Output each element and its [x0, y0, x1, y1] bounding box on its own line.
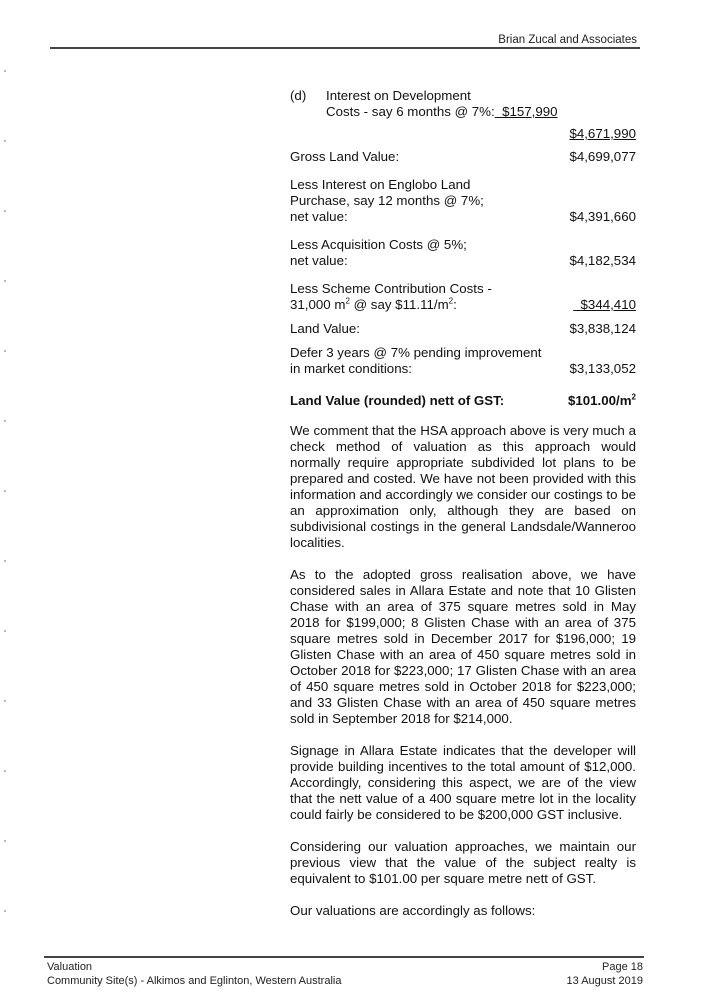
less-acquisition-value: $4,182,534 [569, 253, 636, 268]
subtotal-value: $4,671,990 [569, 126, 636, 141]
less-interest-line3: net value: [290, 209, 348, 224]
defer-line1: Defer 3 years @ 7% pending improvement [290, 345, 542, 360]
land-value-rounded-label: Land Value (rounded) nett of GST: [290, 393, 505, 408]
less-scheme-line2: 31,000 $m^2$ @ say $\$11.11/m^2$: [290, 296, 457, 312]
item-d-line1: Interest on Development [326, 88, 471, 103]
item-d-interest-development [290, 88, 636, 120]
footer-left [47, 960, 341, 988]
less-scheme-row [290, 281, 636, 313]
item-letter: (d) [290, 88, 307, 103]
footer-right [567, 960, 643, 988]
item-d-value: $157,990 [502, 104, 558, 119]
gross-land-value: $4,699,077 [569, 149, 636, 164]
land-value-label: Land Value: [290, 321, 360, 336]
page-number: Page 18 [602, 961, 643, 973]
footer-date: 13 August 2019 [566, 975, 643, 987]
defer-line2: in market conditions: [290, 361, 412, 376]
paragraph-signage: Signage in Allara Estate indicates that the developer will provide building incentives to the total amount of $12,000. Accordingly, considering this aspect, we are of the view that the nett value of a 400 square metre lot in the locality could fairly be considered to be $200,000 GST inclusive. [290, 743, 636, 822]
land-value-rounded: $\$101.00/m^2$ [567, 392, 636, 408]
land-value-rounded-row [290, 393, 636, 409]
page-content [290, 88, 636, 919]
less-acquisition-line2: net value: [290, 253, 348, 268]
footer-doc-subject: Community Site(s) - Alkimos and Eglinton, Western Australia [47, 975, 342, 987]
less-scheme-line1: Less Scheme Contribution Costs - [290, 281, 492, 296]
header-rule [50, 47, 640, 49]
less-scheme-value: $344,410 [580, 297, 636, 312]
less-acquisition-line1: Less Acquisition Costs @ 5%; [290, 237, 467, 252]
land-value-row [290, 321, 636, 337]
subtotal-row [290, 126, 636, 142]
land-value: $3,838,124 [569, 321, 636, 336]
footer-doc-type: Valuation [47, 961, 93, 973]
paragraph-sales-evidence: As to the adopted gross realisation above, we have considered sales in Allara Estate and note that 10 Glisten Chase with an area of 375 square metres sold in May 2018 for $199,000; 8 Glisten Chase with an area of 375 square metres sold in December 2017 for $196,000; 19 Glisten Chase with an area of 450 square metres sold in October 2018 for $223,000; 17 Glisten Chase with an area of 450 square metres sold in October 2018 for $223,000; and 33 Glisten Chase with an area of 450 square metres sold in September 2018 for $214,000. [290, 567, 636, 726]
item-d-line2: Costs - say 6 months @ 7%: $157,990 [326, 104, 558, 119]
paragraph-valuations-intro: Our valuations are accordingly as follows: [290, 903, 536, 918]
less-interest-row [290, 177, 636, 225]
defer-value: $3,133,052 [569, 361, 636, 376]
gross-land-value-row [290, 149, 636, 165]
less-interest-line1: Less Interest on Englobo Land [290, 177, 471, 192]
paragraph-hsa-approach: We comment that the HSA approach above is very much a check method of valuation as this approach would normally require appropriate subdivided lot plans to be prepared and costed. We have not been provided with this information and accordingly we consider our costings to be an approximation only, although they are based on subdivisional costings in the general Landsdale/Wanneroo localities. [290, 423, 636, 550]
less-interest-line2: Purchase, say 12 months @ 7%; [290, 193, 484, 208]
gross-land-value-label: Gross Land Value: [290, 149, 400, 164]
less-acquisition-row [290, 237, 636, 269]
defer-row [290, 345, 636, 377]
footer-rule [44, 956, 644, 958]
header-firm-name: Brian Zucal and Associates [498, 34, 637, 46]
paragraph-conclusion: Considering our valuation approaches, we maintain our previous view that the value of the subject realty is equivalent to $101.00 per square metre nett of GST. [290, 839, 636, 886]
less-interest-value: $4,391,660 [569, 209, 636, 224]
